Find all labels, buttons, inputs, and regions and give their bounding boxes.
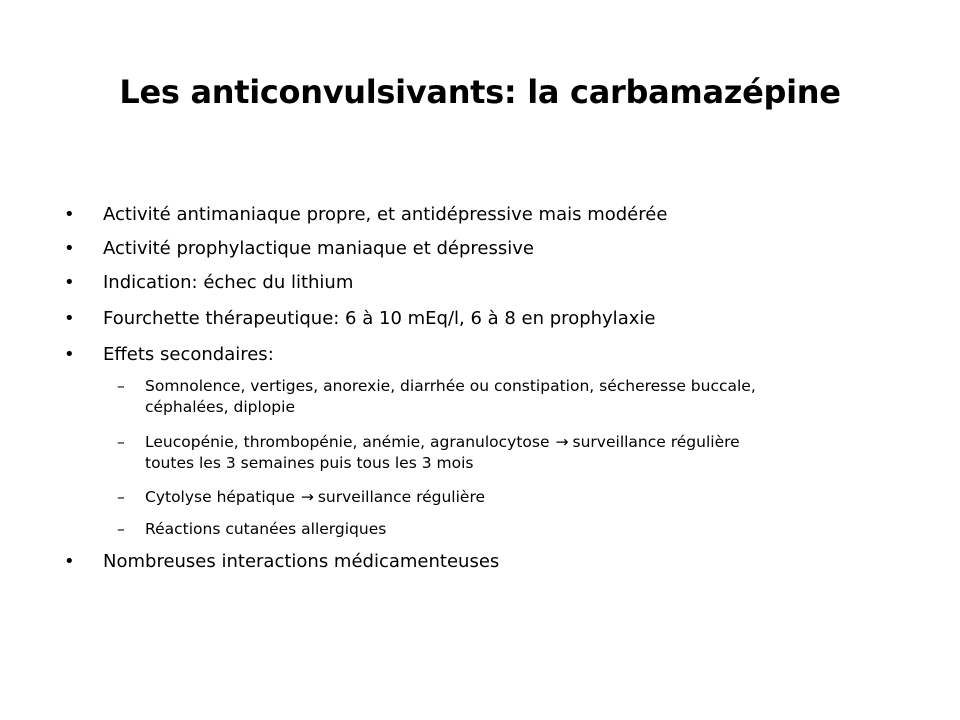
bullet-text: Effets secondaires:: [103, 344, 274, 365]
arrow-right-icon: →: [300, 488, 314, 506]
arrow-right-icon: →: [555, 433, 569, 451]
dash-icon: –: [117, 488, 125, 506]
bullet-icon: •: [64, 204, 75, 225]
sub-item-line: Réactions cutanées allergiques: [145, 520, 387, 538]
bullet-text: Activité antimaniaque propre, et antidépressive mais modérée: [103, 204, 668, 225]
sub-item-line: Somnolence, vertiges, anorexie, diarrhée ou constipation, sécheresse buccale,: [145, 377, 756, 395]
bullet-icon: •: [64, 308, 75, 329]
bullet-icon: •: [64, 551, 75, 572]
bullet-text: Fourchette thérapeutique: 6 à 10 mEq/l, 6 à 8 en prophylaxie: [103, 308, 656, 329]
sub-item-text: Cytolyse hépatique: [145, 488, 295, 506]
bullet-text: Activité prophylactique maniaque et dépressive: [103, 238, 534, 259]
dash-icon: –: [117, 520, 125, 538]
bullet-icon: •: [64, 238, 75, 259]
dash-icon: –: [117, 433, 125, 451]
sub-item-line: [145, 432, 905, 453]
sub-item-line: [145, 487, 905, 508]
slide-title: Les anticonvulsivants: la carbamazépine: [119, 73, 841, 111]
sub-item-line: céphalées, diplopie: [145, 398, 295, 416]
sub-item-text: surveillance régulière: [317, 488, 486, 506]
sub-item-text: surveillance régulière: [572, 433, 740, 451]
sub-item-text: Leucopénie, thrombopénie, anémie, agranulocytose: [145, 433, 550, 451]
bullet-icon: •: [64, 344, 75, 365]
bullet-icon: •: [64, 272, 75, 293]
bullet-text: Nombreuses interactions médicamenteuses: [103, 551, 500, 572]
dash-icon: –: [117, 377, 125, 395]
sub-item-line: toutes les 3 semaines puis tous les 3 mois: [145, 454, 474, 472]
bullet-text: Indication: échec du lithium: [103, 272, 354, 293]
